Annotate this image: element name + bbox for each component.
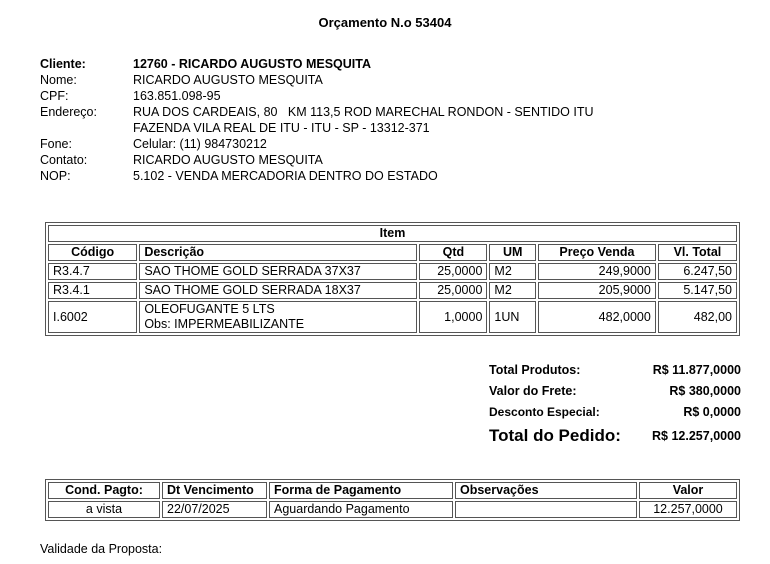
client-row-endereco-2	[40, 120, 594, 136]
header-um: UM	[489, 244, 536, 261]
valor-frete-row	[489, 381, 741, 402]
valor-frete-value: R$ 380,0000	[669, 384, 741, 398]
header-cond-pagto: Cond. Pagto:	[48, 482, 160, 499]
label-cliente: Cliente:	[40, 57, 86, 71]
desconto-label: Desconto Especial:	[489, 405, 600, 419]
validity-label: Validade da Proposta:	[40, 542, 163, 556]
client-row-cpf	[40, 88, 594, 104]
payment-table	[45, 479, 740, 521]
header-qtd: Qtd	[419, 244, 487, 261]
items-caption: Item	[48, 225, 737, 242]
totals-block	[489, 360, 741, 449]
header-total: Vl. Total	[658, 244, 737, 261]
cell-codigo: R3.4.1	[48, 282, 137, 299]
cell-codigo: R3.4.7	[48, 263, 137, 280]
cell-forma-pagamento: Aguardando Pagamento	[269, 501, 453, 518]
payment-header-row	[48, 482, 737, 499]
cell-qtd: 25,0000	[419, 282, 487, 299]
client-row-endereco	[40, 104, 594, 120]
label-cpf: CPF:	[40, 89, 69, 103]
cell-observacoes	[455, 501, 637, 518]
cell-codigo: I.6002	[48, 301, 137, 333]
label-contato: Contato:	[40, 153, 88, 167]
cell-um: M2	[489, 282, 536, 299]
label-endereco: Endereço:	[40, 105, 97, 119]
label-nome: Nome:	[40, 73, 77, 87]
table-row	[48, 301, 737, 333]
header-descricao: Descrição	[139, 244, 417, 261]
total-produtos-value: R$ 11.877,0000	[652, 363, 741, 377]
value-nome: RICARDO AUGUSTO MESQUITA	[133, 73, 323, 87]
cell-valor: 12.257,0000	[639, 501, 737, 518]
header-observacoes: Observações	[455, 482, 637, 499]
desconto-value: R$ 0,0000	[683, 405, 741, 419]
cell-dt-vencimento: 22/07/2025	[162, 501, 267, 518]
header-preco: Preço Venda	[538, 244, 656, 261]
valor-frete-label: Valor do Frete:	[489, 384, 577, 398]
cell-total: 6.247,50	[658, 263, 737, 280]
client-row-contato	[40, 152, 594, 168]
header-forma-pagamento: Forma de Pagamento	[269, 482, 453, 499]
value-contato: RICARDO AUGUSTO MESQUITA	[133, 153, 323, 167]
items-table	[45, 222, 740, 336]
cell-qtd: 1,0000	[419, 301, 487, 333]
header-codigo: Código	[48, 244, 137, 261]
total-pedido-label: Total do Pedido:	[489, 426, 621, 445]
cell-descricao-text: OLEOFUGANTE 5 LTS	[144, 302, 275, 316]
total-pedido-value: R$ 12.257,0000	[652, 429, 741, 443]
cell-cond-pagto: a vista	[48, 501, 160, 518]
cell-total: 482,00	[658, 301, 737, 333]
value-nop: 5.102 - VENDA MERCADORIA DENTRO DO ESTADO	[133, 169, 438, 183]
label-fone: Fone:	[40, 137, 72, 151]
cell-qtd: 25,0000	[419, 263, 487, 280]
client-info	[40, 56, 594, 184]
cell-descricao: SAO THOME GOLD SERRADA 37X37	[139, 263, 417, 280]
header-valor: Valor	[639, 482, 737, 499]
cell-total: 5.147,50	[658, 282, 737, 299]
cell-preco: 482,0000	[538, 301, 656, 333]
cell-descricao	[139, 301, 417, 333]
total-produtos-row	[489, 360, 741, 381]
items-header-row	[48, 244, 737, 261]
total-produtos-label: Total Produtos:	[489, 363, 581, 377]
value-fone: Celular: (11) 984730212	[133, 137, 267, 151]
cell-um: 1UN	[489, 301, 536, 333]
value-cliente: 12760 - RICARDO AUGUSTO MESQUITA	[133, 57, 372, 71]
value-cpf: 163.851.098-95	[133, 89, 221, 103]
client-row-fone	[40, 136, 594, 152]
header-dt-vencimento: Dt Vencimento	[162, 482, 267, 499]
cell-preco: 249,9000	[538, 263, 656, 280]
cell-descricao-obs: Obs: IMPERMEABILIZANTE	[144, 317, 305, 331]
cell-descricao: SAO THOME GOLD SERRADA 18X37	[139, 282, 417, 299]
client-row-cliente	[40, 56, 594, 72]
table-row	[48, 263, 737, 280]
label-nop: NOP:	[40, 169, 71, 183]
client-row-nome	[40, 72, 594, 88]
document-title: Orçamento N.o 53404	[318, 15, 452, 30]
cell-preco: 205,9000	[538, 282, 656, 299]
value-endereco-line2: FAZENDA VILA REAL DE ITU - ITU - SP - 13312-371	[133, 121, 430, 135]
cell-um: M2	[489, 263, 536, 280]
total-pedido-row	[489, 423, 741, 449]
client-row-nop	[40, 168, 594, 184]
desconto-row	[489, 402, 741, 423]
payment-row	[48, 501, 737, 518]
table-row	[48, 282, 737, 299]
value-endereco-line1: RUA DOS CARDEAIS, 80 KM 113,5 ROD MARECHAL RONDON - SENTIDO ITU	[133, 105, 594, 119]
